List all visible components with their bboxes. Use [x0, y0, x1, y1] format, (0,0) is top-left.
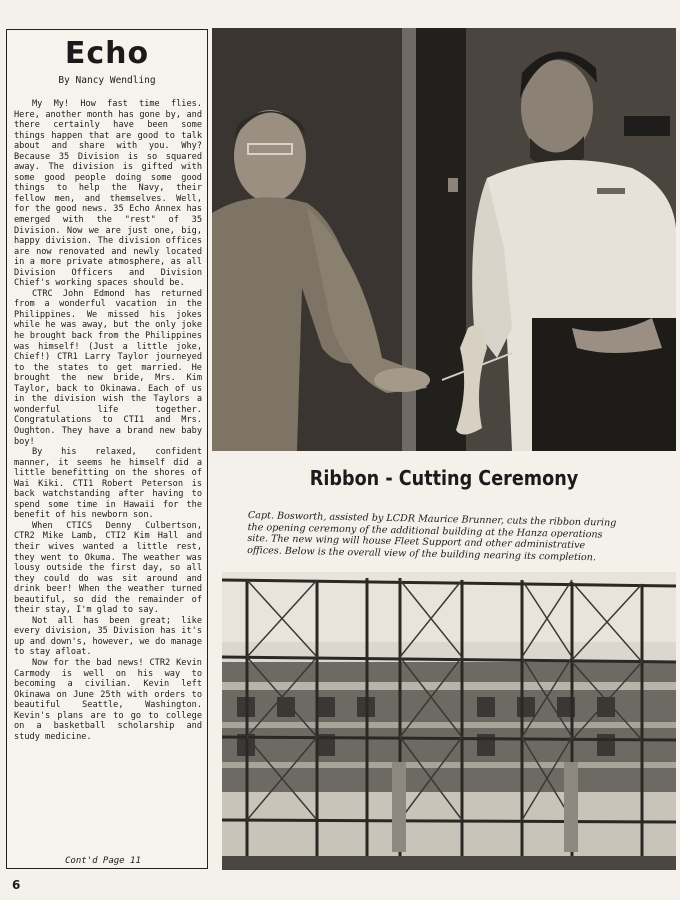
- feature-title: Ribbon - Cutting Ceremony: [309, 466, 579, 490]
- column-paragraph: Now for the bad news! CTR2 Kevin Carmody is well on his way to becoming a civilian. Kevin left Okinawa on June 25th with orders to beautiful Seattle, Washington. Kevin's plans are to go to college on a basketball scholarship and study medicine.: [14, 657, 202, 742]
- ribbon-cutting-photo: [212, 28, 676, 451]
- continued-note: Cont'd Page 11: [65, 856, 141, 866]
- column-paragraph: By his relaxed, confident manner, it seems he himself did a little benefitting on the shores of Wai Kiki. CTI1 Robert Peterson is back watchstanding after having to spend some time in Hawaii for the benefit of his newborn son.: [14, 447, 202, 521]
- column-byline: By Nancy Wendling: [58, 75, 156, 86]
- column-paragraph: CTRC John Edmond has returned from a wonderful vacation in the Philippines. We missed his jokes while he was away, but the only joke he brought back from the Philippines was himself! (Just a little joke, Chief!) CTR1 Larry Taylor journeyed to the states to get married. He brought the new bride, Mrs. Kim Taylor, back to Okinawa. Each of us in the division wish the Taylors a wonderful life together. Congratulations to CTI1 and Mrs. Oughton. They have a brand new baby boy!: [14, 288, 202, 447]
- column-paragraph: My My! How fast time flies. Here, another month has gone by, and there certainly have been some things happen that are good to talk about and share with you. Why? Because 35 Division is so squared away. The division is gifted with some good people doing some good things to help the Navy, their fellow men, and themselves. Well, for the good news. 35 Echo Annex has emerged with the "rest" of 35 Division. Now we are just one, big, happy division. The division offices are now renovated and newly located in a more private atmosphere, as all Division Officers and Division Chief's working spaces should be.: [14, 99, 202, 289]
- column-paragraph: When CTICS Denny Culbertson, CTR2 Mike Lamb, CTI2 Kim Hall and their wives wanted a little rest, they went to Okuma. The weather was lousy outside the first day, so all they could do was sit around and drink beer! When the weather turned beautiful, so did the remainder of their stay, I'm glad to say.: [14, 520, 202, 616]
- building-construction-photo: [222, 572, 676, 870]
- echo-column: [6, 29, 208, 869]
- column-paragraph: Not all has been great; like every division, 35 Division has it's up and down's, however, we do manage to stay afloat.: [14, 615, 202, 658]
- column-title: Echo: [64, 36, 150, 71]
- column-body: [14, 99, 202, 742]
- page-number: 6: [12, 878, 21, 892]
- feature-caption: Capt. Bosworth, assisted by LCDR Maurice Brunner, cuts the ribbon during the opening ceremony of the additional building at the Hanza operations site. The new wing will house Fleet Support and other administrative offices. Below is the overall view of the building nearing its completion.: [247, 510, 617, 563]
